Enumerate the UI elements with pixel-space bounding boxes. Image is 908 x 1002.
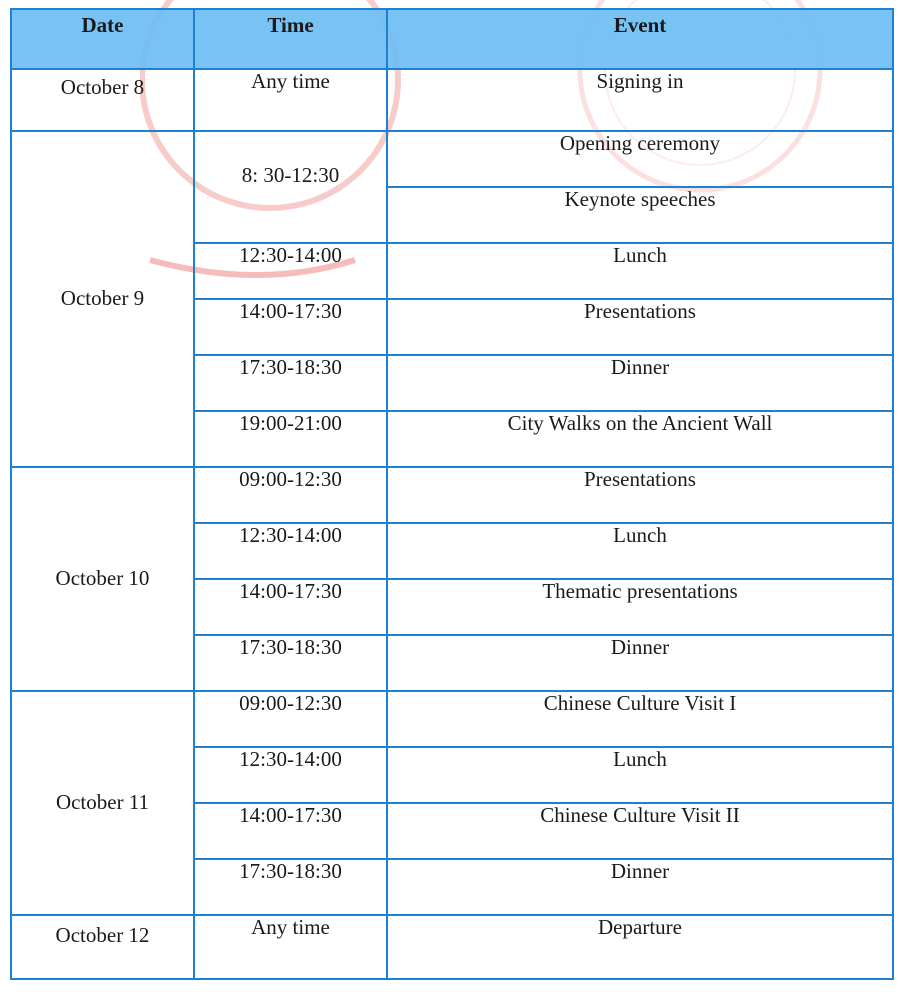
header-date: Date: [11, 9, 194, 69]
time-cell: 19:00-21:00: [194, 411, 387, 467]
time-cell: 14:00-17:30: [194, 803, 387, 859]
table-row: [11, 131, 893, 187]
date-cell: October 11: [11, 691, 194, 915]
event-cell: Lunch: [387, 747, 893, 803]
time-cell: 14:00-17:30: [194, 579, 387, 635]
date-cell: October 10: [11, 467, 194, 691]
date-cell: October 9: [11, 131, 194, 467]
event-cell: Chinese Culture Visit I: [387, 691, 893, 747]
time-cell: 12:30-14:00: [194, 747, 387, 803]
header-time: Time: [194, 9, 387, 69]
header-row: [11, 9, 893, 69]
table-row: [11, 467, 893, 523]
time-cell: 12:30-14:00: [194, 243, 387, 299]
event-cell: Dinner: [387, 859, 893, 915]
time-cell: 09:00-12:30: [194, 467, 387, 523]
event-cell: Presentations: [387, 299, 893, 355]
time-cell: 8: 30-12:30: [194, 131, 387, 243]
time-cell: 17:30-18:30: [194, 859, 387, 915]
time-cell: Any time: [194, 69, 387, 131]
event-cell: Lunch: [387, 243, 893, 299]
event-cell: Keynote speeches: [387, 187, 893, 243]
table-row: [11, 915, 893, 979]
event-cell: Departure: [387, 915, 893, 979]
date-cell: October 12: [11, 915, 194, 979]
time-cell: 12:30-14:00: [194, 523, 387, 579]
event-cell: Dinner: [387, 355, 893, 411]
date-cell: October 8: [11, 69, 194, 131]
event-cell: Thematic presentations: [387, 579, 893, 635]
schedule-table: [10, 8, 894, 980]
event-cell: Presentations: [387, 467, 893, 523]
header-event: Event: [387, 9, 893, 69]
table-row: [11, 69, 893, 131]
event-cell: Dinner: [387, 635, 893, 691]
event-cell: Lunch: [387, 523, 893, 579]
time-cell: 09:00-12:30: [194, 691, 387, 747]
event-cell: City Walks on the Ancient Wall: [387, 411, 893, 467]
event-cell: Signing in: [387, 69, 893, 131]
table-row: [11, 691, 893, 747]
event-cell: Chinese Culture Visit II: [387, 803, 893, 859]
time-cell: 17:30-18:30: [194, 355, 387, 411]
event-cell: Opening ceremony: [387, 131, 893, 187]
time-cell: 14:00-17:30: [194, 299, 387, 355]
time-cell: Any time: [194, 915, 387, 979]
time-cell: 17:30-18:30: [194, 635, 387, 691]
